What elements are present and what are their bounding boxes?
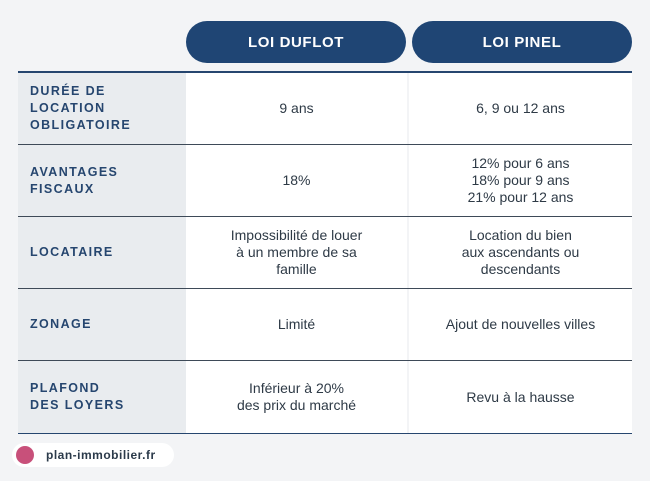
brand-dot-icon	[16, 446, 34, 464]
cell-duflot-duree	[186, 73, 409, 144]
cell-pinel-avantages	[409, 145, 632, 216]
value-line: Location du bien	[469, 227, 572, 243]
row-label-plafond-loyers	[18, 361, 186, 433]
label-line: OBLIGATOIRE	[30, 118, 132, 132]
header-loi-pinel: LOI PINEL	[412, 21, 632, 63]
cell-duflot-plafond	[186, 361, 409, 433]
label-line: AVANTAGES	[30, 164, 119, 179]
value-line: famille	[276, 261, 317, 277]
label-line: ZONAGE	[30, 317, 92, 331]
table-row	[18, 361, 632, 433]
value-line: à un membre de sa	[236, 244, 357, 260]
value-line: Limité	[277, 316, 316, 332]
table-row	[18, 73, 632, 145]
value-line: 6, 9 ou 12 ans	[476, 100, 565, 116]
cell-pinel-locataire	[409, 217, 632, 288]
label-line: LOCATION	[30, 101, 106, 115]
value-line: 9 ans	[279, 100, 314, 116]
source-watermark	[12, 443, 174, 467]
cell-duflot-zonage	[186, 289, 409, 360]
table-row	[18, 145, 632, 217]
value-line: aux ascendants ou	[461, 244, 580, 260]
cell-pinel-zonage	[409, 289, 632, 360]
row-label-locataire	[18, 217, 186, 288]
value-line: Revu à la hausse	[466, 388, 575, 405]
value-line: Inférieur à 20%	[249, 380, 344, 396]
value-line: des prix du marché	[236, 397, 357, 413]
cell-pinel-plafond	[409, 361, 632, 433]
cell-duflot-locataire	[186, 217, 409, 288]
label-line: PLAFOND	[30, 381, 101, 395]
value-line: 12% pour 6 ans	[471, 155, 570, 171]
label-line: DES LOYERS	[30, 398, 125, 412]
label-line: LOCATAIRE	[30, 245, 114, 259]
cell-duflot-avantages	[186, 145, 409, 216]
row-label-avantages-fiscaux	[18, 145, 186, 216]
table-row	[18, 289, 632, 361]
value-line: Impossibilité de louer	[230, 227, 363, 243]
row-label-duree-location	[18, 73, 186, 144]
value-line: 18% pour 9 ans	[471, 172, 570, 188]
header-loi-duflot: LOI DUFLOT	[186, 21, 406, 63]
source-site-label: plan-immobilier.fr	[46, 448, 156, 462]
value-line: 18%	[282, 172, 311, 188]
label-line: DURÉE DE	[30, 84, 106, 98]
value-line: descendants	[480, 261, 561, 277]
value-line: 21% pour 12 ans	[467, 189, 574, 205]
value-line: Ajout de nouvelles villes	[445, 316, 596, 332]
row-label-zonage	[18, 289, 186, 360]
cell-pinel-duree	[409, 73, 632, 144]
table-row	[18, 217, 632, 289]
comparison-table	[18, 71, 632, 434]
label-line: FISCAUX	[30, 181, 95, 196]
